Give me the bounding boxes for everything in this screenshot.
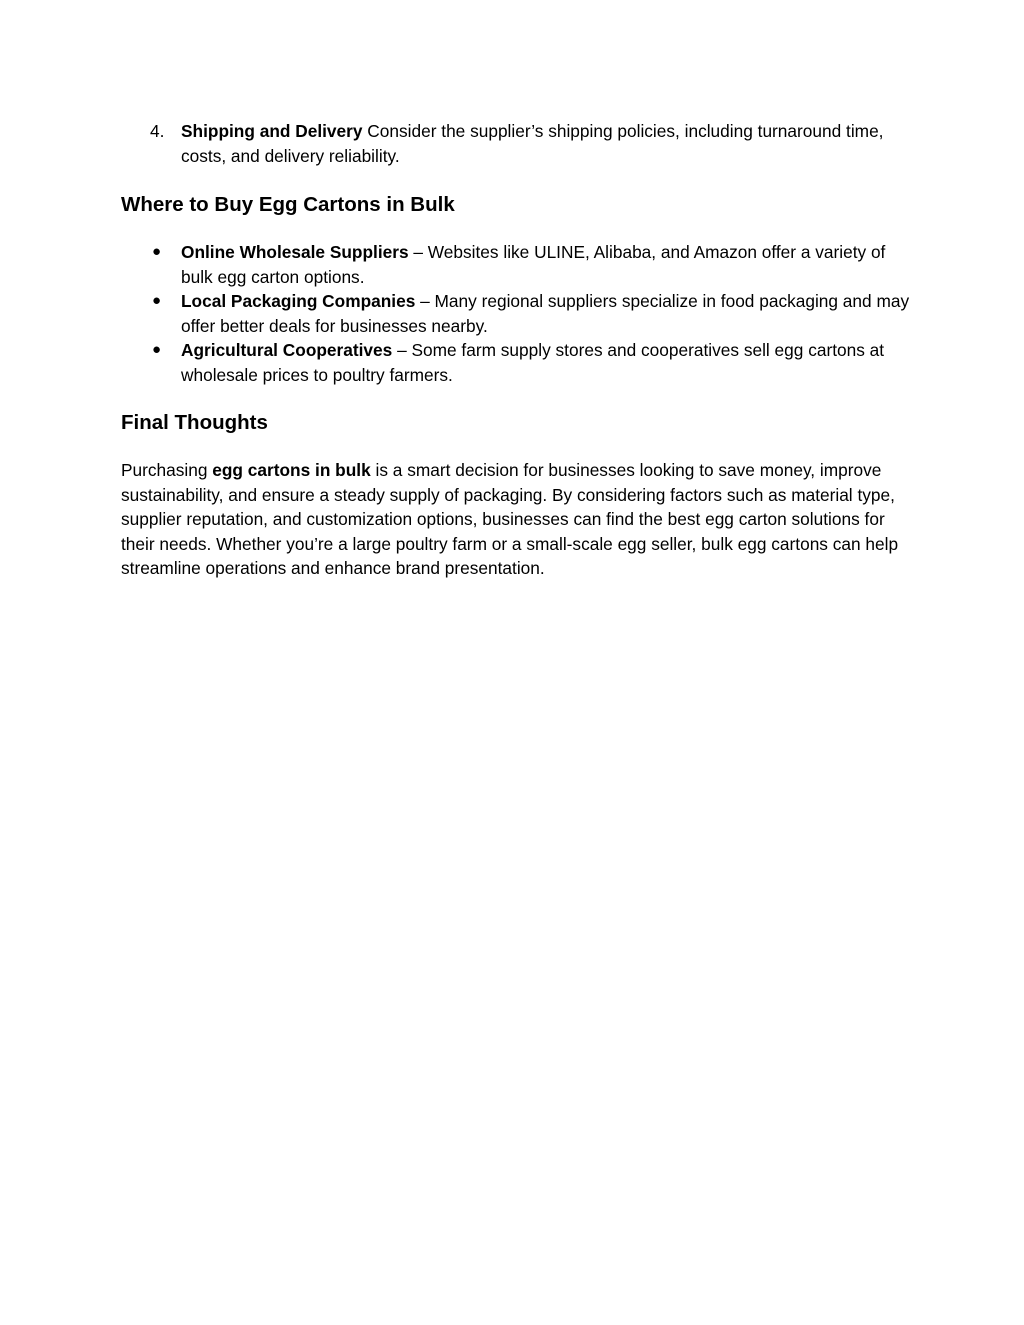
bullet-icon: ● [152,341,162,358]
list-item-text [181,119,911,168]
paragraph-text-rest: is a smart decision for businesses looking to save money, improve sustainability, and ensure a steady supply of packaging. By considering factors such as material type, supplier reputation, and customization options, businesses can find the best egg carton solutions for their needs. Whether you’re a large poultry farm or a small-scale egg seller, bulk egg cartons can help streamline operations and enhance brand presentation. [121,460,899,578]
list-item-description: – Many regional suppliers specialize in food packaging and may offer better deals for businesses nearby. [181,291,910,336]
bullet-icon: ● [152,292,162,309]
list-item [121,240,911,289]
final-thoughts-paragraph [121,458,911,581]
section-heading-where-to-buy: Where to Buy Egg Cartons in Bulk [121,193,455,216]
list-item-text [181,338,911,387]
list-number: 4. [150,121,165,141]
list-item-description: – Websites like ULINE, Alibaba, and Amazon offer a variety of bulk egg carton options. [181,242,886,287]
list-item-description: – Some farm supply stores and cooperatives sell egg cartons at wholesale prices to poultry farmers. [181,340,885,385]
list-item-description: Consider the supplier’s shipping policies, including turnaround time, costs, and delivery reliability. [181,121,884,166]
list-item-title: Shipping and Delivery [181,121,363,141]
list-item [121,119,911,168]
list-item-text [181,240,911,289]
list-item [121,338,911,387]
list-item-text [181,289,911,338]
paragraph-text-start: Purchasing [121,460,213,480]
numbered-list [121,119,911,168]
list-item-title: Online Wholesale Suppliers [181,242,409,262]
list-item [121,289,911,338]
bullet-list [121,240,911,387]
bullet-icon: ● [152,243,162,260]
section-heading-final-thoughts: Final Thoughts [121,411,268,434]
list-item-title: Local Packaging Companies [181,291,416,311]
list-item-title: Agricultural Cooperatives [181,340,393,360]
paragraph-bold-phrase: egg cartons in bulk [212,460,371,480]
